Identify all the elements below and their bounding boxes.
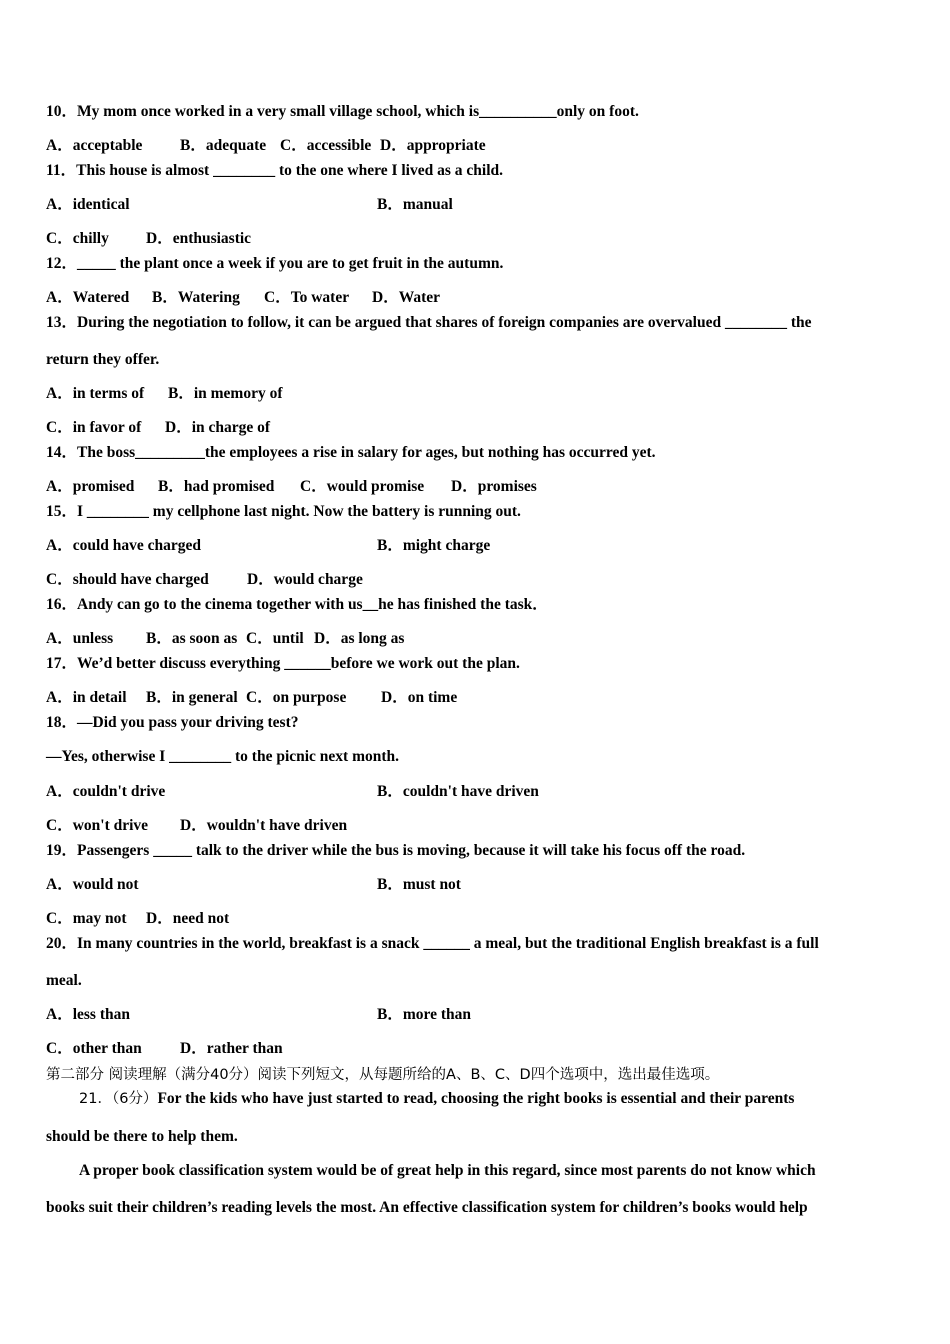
- q17-option-d: D．on time: [381, 689, 458, 706]
- q12-option-d: D．Water: [372, 289, 441, 306]
- q19-stem: 19．Passengers _____ talk to the driver while the bus is moving, because it will take his focus off the road.: [46, 842, 746, 859]
- q17-option-b: B．in general: [146, 689, 238, 706]
- q20-option-d: D．rather than: [180, 1040, 283, 1057]
- q10-option-b: B．adequate: [180, 137, 267, 154]
- q14-option-c: C．would promise: [300, 478, 425, 495]
- q11-option-c: C．chilly: [46, 230, 109, 247]
- q19-option-a: A．would not: [46, 876, 139, 893]
- q15-option-a: A．could have charged: [46, 537, 202, 554]
- q12-option-c: C．To water: [264, 289, 350, 306]
- q15-option-c: C．should have charged: [46, 571, 209, 588]
- passage-line2: books suit their children’s reading levels the most. An effective classification system for children’s books would help: [46, 1199, 808, 1216]
- q18-stem-line2: —Yes, otherwise I ________ to the picnic next month.: [46, 748, 400, 765]
- q21-intro-line1: [79, 1090, 794, 1108]
- q14-option-b: B．had promised: [158, 478, 275, 495]
- q10-stem: 10．My mom once worked in a very small village school, which is__________only on foot.: [46, 103, 639, 120]
- section2-header: 第二部分 阅读理解（满分40分）阅读下列短文，从每题所给的A、B、C、D四个选项中，选出最佳选项。: [46, 1067, 720, 1083]
- q13-option-a: A．in terms of: [46, 385, 145, 402]
- q18-option-d: D．wouldn't have driven: [180, 817, 348, 834]
- q20-option-c: C．other than: [46, 1040, 142, 1057]
- q11-option-a: A．identical: [46, 196, 130, 213]
- q10-option-c: C．accessible: [280, 137, 372, 154]
- q14-option-a: A．promised: [46, 478, 135, 495]
- q21-number: 21．（6分）: [79, 1091, 158, 1107]
- q18-option-b: B．couldn't have driven: [377, 783, 539, 800]
- q10-option-a: A．acceptable: [46, 137, 143, 154]
- q16-option-a: A．unless: [46, 630, 114, 647]
- q15-option-b: B．might charge: [377, 537, 491, 554]
- q14-stem: 14．The boss_________the employees a rise in salary for ages, but nothing has occurred yet.: [46, 444, 656, 461]
- q19-option-c: C．may not: [46, 910, 127, 927]
- passage-line1: A proper book classification system would be of great help in this regard, since most parents do not know which: [79, 1162, 816, 1179]
- q19-option-b: B．must not: [377, 876, 461, 893]
- q20-option-a: A．less than: [46, 1006, 130, 1023]
- q13-option-c: C．in favor of: [46, 419, 142, 436]
- q12-option-a: A．Watered: [46, 289, 130, 306]
- q16-option-b: B．as soon as: [146, 630, 238, 647]
- q18-option-a: A．couldn't drive: [46, 783, 166, 800]
- q21-intro-line2: should be there to help them.: [46, 1128, 238, 1145]
- q18-stem-line1: 18．—Did you pass your driving test?: [46, 714, 299, 731]
- q17-option-a: A．in detail: [46, 689, 127, 706]
- q19-option-d: D．need not: [146, 910, 230, 927]
- q20-stem-line2: meal.: [46, 972, 82, 989]
- q13-stem-line2: return they offer.: [46, 351, 160, 368]
- q15-option-d: D．would charge: [247, 571, 363, 588]
- q14-option-d: D．promises: [451, 478, 537, 495]
- q12-option-b: B．Watering: [152, 289, 240, 306]
- q13-stem-line1: 13．During the negotiation to follow, it can be argued that shares of foreign companies are overvalued ________ the: [46, 314, 812, 331]
- q15-stem: 15．I ________ my cellphone last night. Now the battery is running out.: [46, 503, 521, 520]
- q18-option-c: C．won't drive: [46, 817, 149, 834]
- q21-intro-text: For the kids who have just started to read, choosing the right books is essential and their parents: [157, 1090, 795, 1107]
- q17-option-c: C．on purpose: [246, 689, 347, 706]
- q20-option-b: B．more than: [377, 1006, 472, 1023]
- q16-option-d: D．as long as: [314, 630, 405, 647]
- q13-option-b: B．in memory of: [168, 385, 283, 402]
- q11-option-b: B．manual: [377, 196, 453, 213]
- q11-stem: 11．This house is almost ________ to the one where I lived as a child.: [46, 162, 504, 179]
- q17-stem: 17．We’d better discuss everything ______before we work out the plan.: [46, 655, 520, 672]
- q12-stem: 12．_____ the plant once a week if you are to get fruit in the autumn.: [46, 255, 504, 272]
- q16-stem: 16．Andy can go to the cinema together with us__he has finished the task．: [46, 596, 548, 613]
- q10-option-d: D．appropriate: [380, 137, 486, 154]
- q16-option-c: C．until: [246, 630, 304, 647]
- q11-option-d: D．enthusiastic: [146, 230, 252, 247]
- q20-stem-line1: 20．In many countries in the world, breakfast is a snack ______ a meal, but the traditional English breakfast is a full: [46, 935, 819, 952]
- q13-option-d: D．in charge of: [165, 419, 271, 436]
